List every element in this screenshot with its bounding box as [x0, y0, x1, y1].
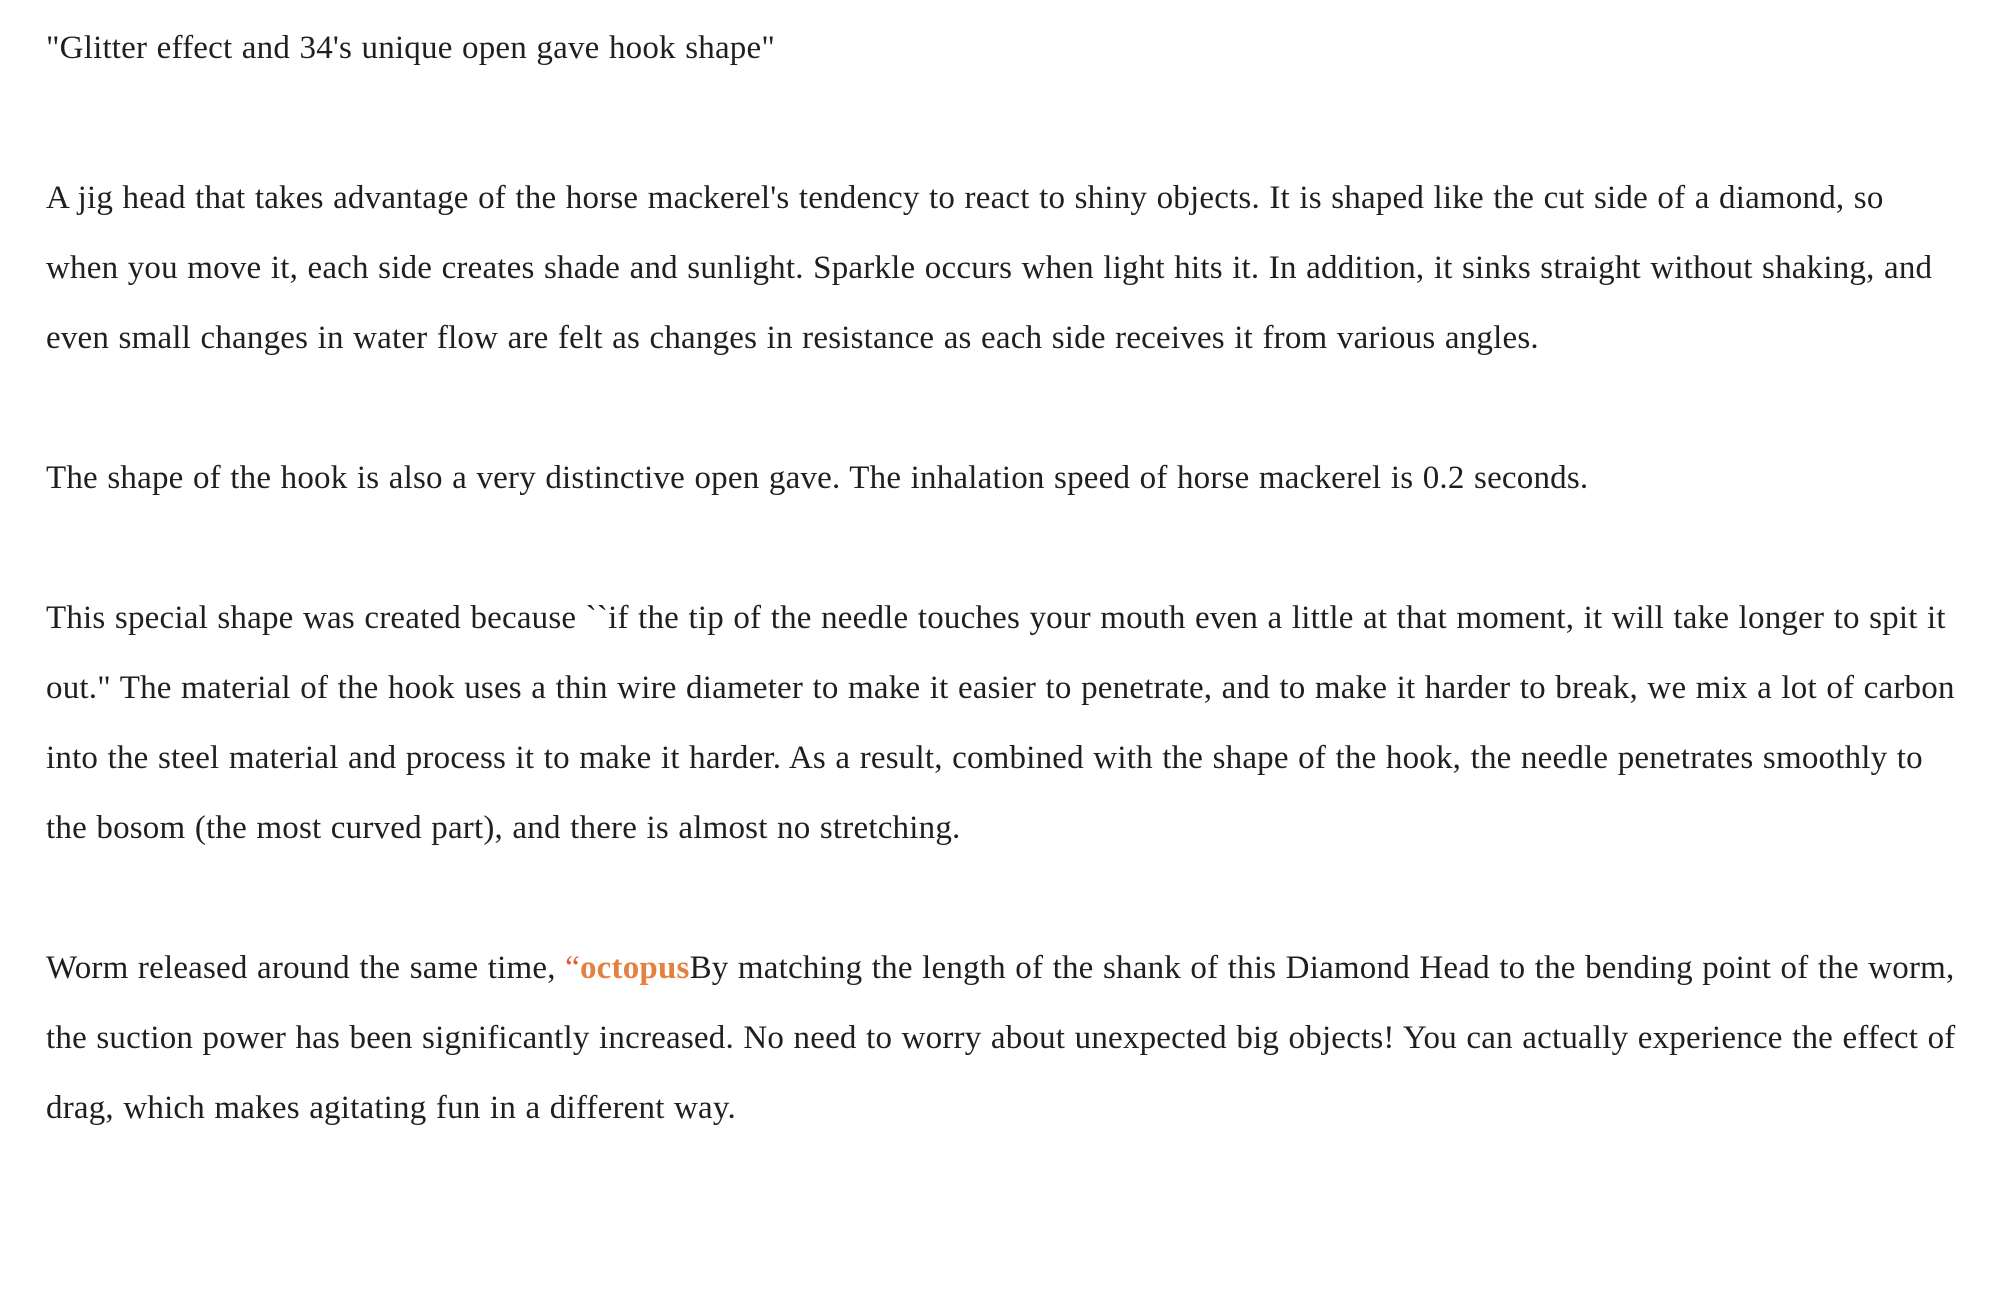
octopus-link[interactable]: octopus: [579, 950, 690, 986]
paragraph-hook-shape: The shape of the hook is also a very distinctive open gave. The inhalation speed of horse mackerel is 0.2 seconds.: [46, 460, 1589, 496]
paragraph-worm-suffix: By matching the length of the shank of this Diamond Head to the bending point of the worm, the suction power has been significantly increased. No need to worry about unexpected big objects! You can actually experience the effect of drag, which makes agitating fun in a different way.: [46, 950, 1956, 1126]
review-quote-title: "Glitter effect and 34's unique open gave hook shape": [46, 30, 776, 66]
paragraph-worm: [46, 933, 1960, 1143]
paragraph-special-shape: This special shape was created because ``if the tip of the needle touches your mouth even a little at that moment, it will take longer to spit it out." The material of the hook uses a thin wire diameter to make it easier to penetrate, and to make it harder to break, we mix a lot of carbon into the steel material and process it to make it harder. As a result, combined with the shape of the hook, the needle penetrates smoothly to the bosom (the most curved part), and there is almost no stretching.: [46, 600, 1955, 846]
orange-quote-mark: “: [565, 950, 580, 986]
paragraph-worm-prefix: Worm released around the same time,: [46, 950, 566, 986]
paragraph-jig-head: A jig head that takes advantage of the horse mackerel's tendency to react to shiny objects. It is shaped like the cut side of a diamond, so when you move it, each side creates shade and sunlight. Sparkle occurs when light hits it. In addition, it sinks straight without shaking, and even small changes in water flow are felt as changes in resistance as each side receives it from various angles.: [46, 180, 1933, 356]
